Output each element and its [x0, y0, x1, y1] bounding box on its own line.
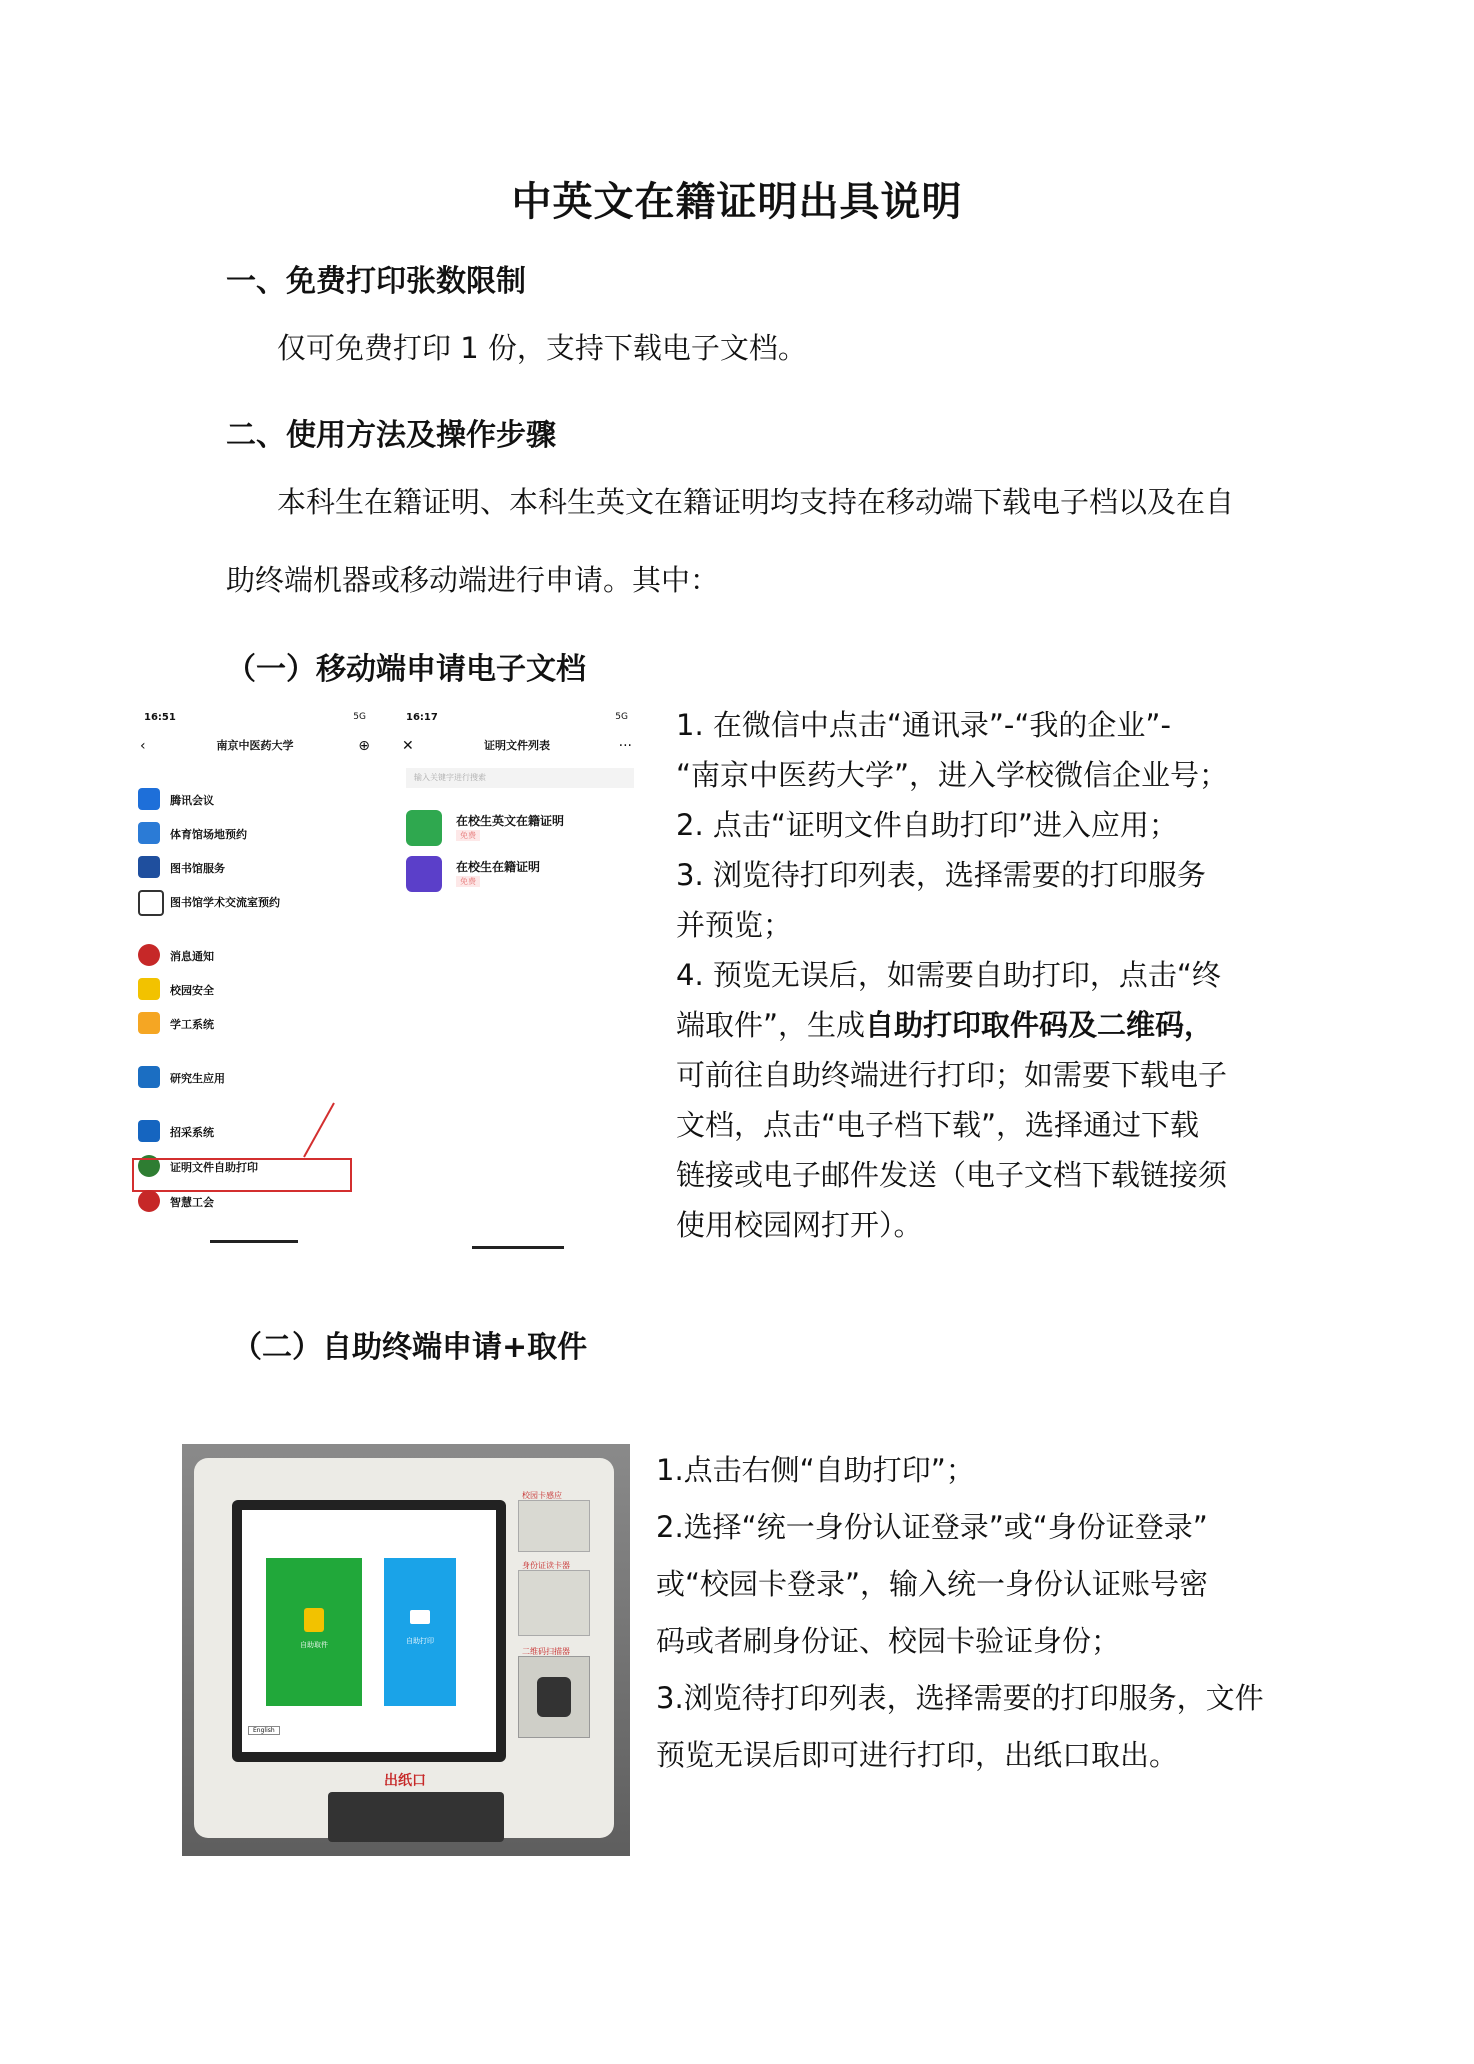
graduate-app-icon — [138, 1066, 160, 1088]
student-affairs-icon — [138, 1012, 160, 1034]
sub2-heading: （二）自助终端申请+取件 — [232, 1330, 588, 1365]
phone2-time: 16:17 — [406, 712, 438, 723]
calendar-icon — [138, 890, 164, 916]
notification-icon — [138, 944, 160, 966]
home-indicator — [210, 1240, 298, 1243]
self-pickup-tile: 自助取件 — [266, 1558, 362, 1706]
pointer-arrow-icon — [300, 1101, 340, 1161]
app-item: 图书馆服务 — [138, 852, 368, 882]
campus-security-icon — [138, 978, 160, 1000]
app-item: 校园安全 — [138, 974, 368, 1004]
app-item: 图书馆学术交流室预约 — [138, 886, 368, 916]
self-print-tile: 自助打印 — [384, 1558, 456, 1706]
id-card-reader — [518, 1570, 590, 1636]
phone1-signal: 5G — [353, 712, 366, 722]
paper-outlet — [328, 1792, 504, 1842]
kiosk-photo: 自助取件 自助打印 English 校园卡感应 身份证读卡器 二维码扫描器 出纸口 — [182, 1444, 630, 1856]
section2-para-line1: 本科生在籍证明、本科生英文在籍证明均支持在移动端下载电子档以及在自 — [277, 485, 1235, 519]
phone2-header: 证明文件列表 — [484, 739, 550, 752]
section2-heading: 二、使用方法及操作步骤 — [226, 418, 556, 453]
back-icon: ‹ — [140, 738, 146, 754]
pickup-icon — [304, 1608, 324, 1632]
phone2-signal: 5G — [615, 712, 628, 722]
sports-venue-icon — [138, 822, 160, 844]
home-indicator — [472, 1246, 564, 1249]
section1-text: 仅可免费打印 1 份，支持下载电子文档。 — [277, 331, 807, 365]
close-icon: ✕ — [402, 738, 414, 754]
mobile-steps: 1. 在微信中点击“通讯录”-“我的企业”- “南京中医药大学”，进入学校微信企业号； 2. 点击“证明文件自助打印”进入应用； 3. 浏览待打印列表，选择需要的打印服务 并预览； 4. 预览无误后，如需要自助打印，点击“终 端取件”，生成自助打印取件码及二维码， 可前往自助终端进行打印；如需要下载电子 文档，点击“电子档下载”，选择通过下载 链接或电子邮件发送（电子文档下载链接须 使用校园网打开）。 — [676, 708, 1229, 1242]
scanner-lens-icon — [537, 1677, 571, 1717]
phone-screenshot-doc-list — [392, 706, 642, 1266]
doc-item: 在校生在籍证明 免费 — [406, 852, 626, 898]
procurement-icon — [138, 1120, 160, 1142]
app-item: 腾讯会议 — [138, 784, 368, 814]
app-item-print: 证明文件自助打印 — [138, 1151, 368, 1181]
english-certificate-icon — [406, 810, 442, 846]
library-icon — [138, 856, 160, 878]
certificate-icon — [406, 856, 442, 892]
union-icon — [138, 1190, 160, 1212]
app-item: 研究生应用 — [138, 1062, 368, 1092]
app-item: 体育馆场地预约 — [138, 818, 368, 848]
kiosk-steps: 1.点击右侧“自助打印”； 2.选择“统一身份认证登录”或“身份证登录” 或“校园卡登录”，输入统一身份认证账号密 码或者刷身份证、校园卡验证身份； 3.浏览待打印列表，选择需要的打印服务，文件 预览无误后即可进行打印，出纸口取出。 — [656, 1453, 1264, 1772]
add-icon: ⊕ — [358, 738, 370, 754]
section1-heading: 一、免费打印张数限制 — [226, 264, 526, 299]
qr-scanner — [518, 1656, 590, 1738]
app-item: 学工系统 — [138, 1008, 368, 1038]
doc-item: 在校生英文在籍证明 免费 — [406, 806, 626, 852]
language-button: English — [248, 1726, 280, 1735]
app-item: 招采系统 — [138, 1116, 368, 1146]
tencent-meeting-icon — [138, 788, 160, 810]
app-item: 智慧工会 — [138, 1186, 368, 1216]
app-item: 消息通知 — [138, 940, 368, 970]
phone-screenshot-contacts — [130, 706, 380, 1266]
sub1-heading: （一）移动端申请电子文档 — [226, 652, 586, 687]
outlet-label: 出纸口 — [384, 1773, 426, 1789]
campus-card-reader — [518, 1500, 590, 1552]
phone1-time: 16:51 — [144, 712, 176, 723]
more-icon: ··· — [618, 738, 632, 754]
printer-icon — [410, 1610, 430, 1624]
page-title: 中英文在籍证明出具说明 — [511, 179, 963, 225]
section2-para-line2: 助终端机器或移动端进行申请。其中： — [226, 563, 720, 597]
search-input: 输入关键字进行搜索 — [406, 768, 634, 788]
phone1-header: 南京中医药大学 — [216, 739, 294, 752]
